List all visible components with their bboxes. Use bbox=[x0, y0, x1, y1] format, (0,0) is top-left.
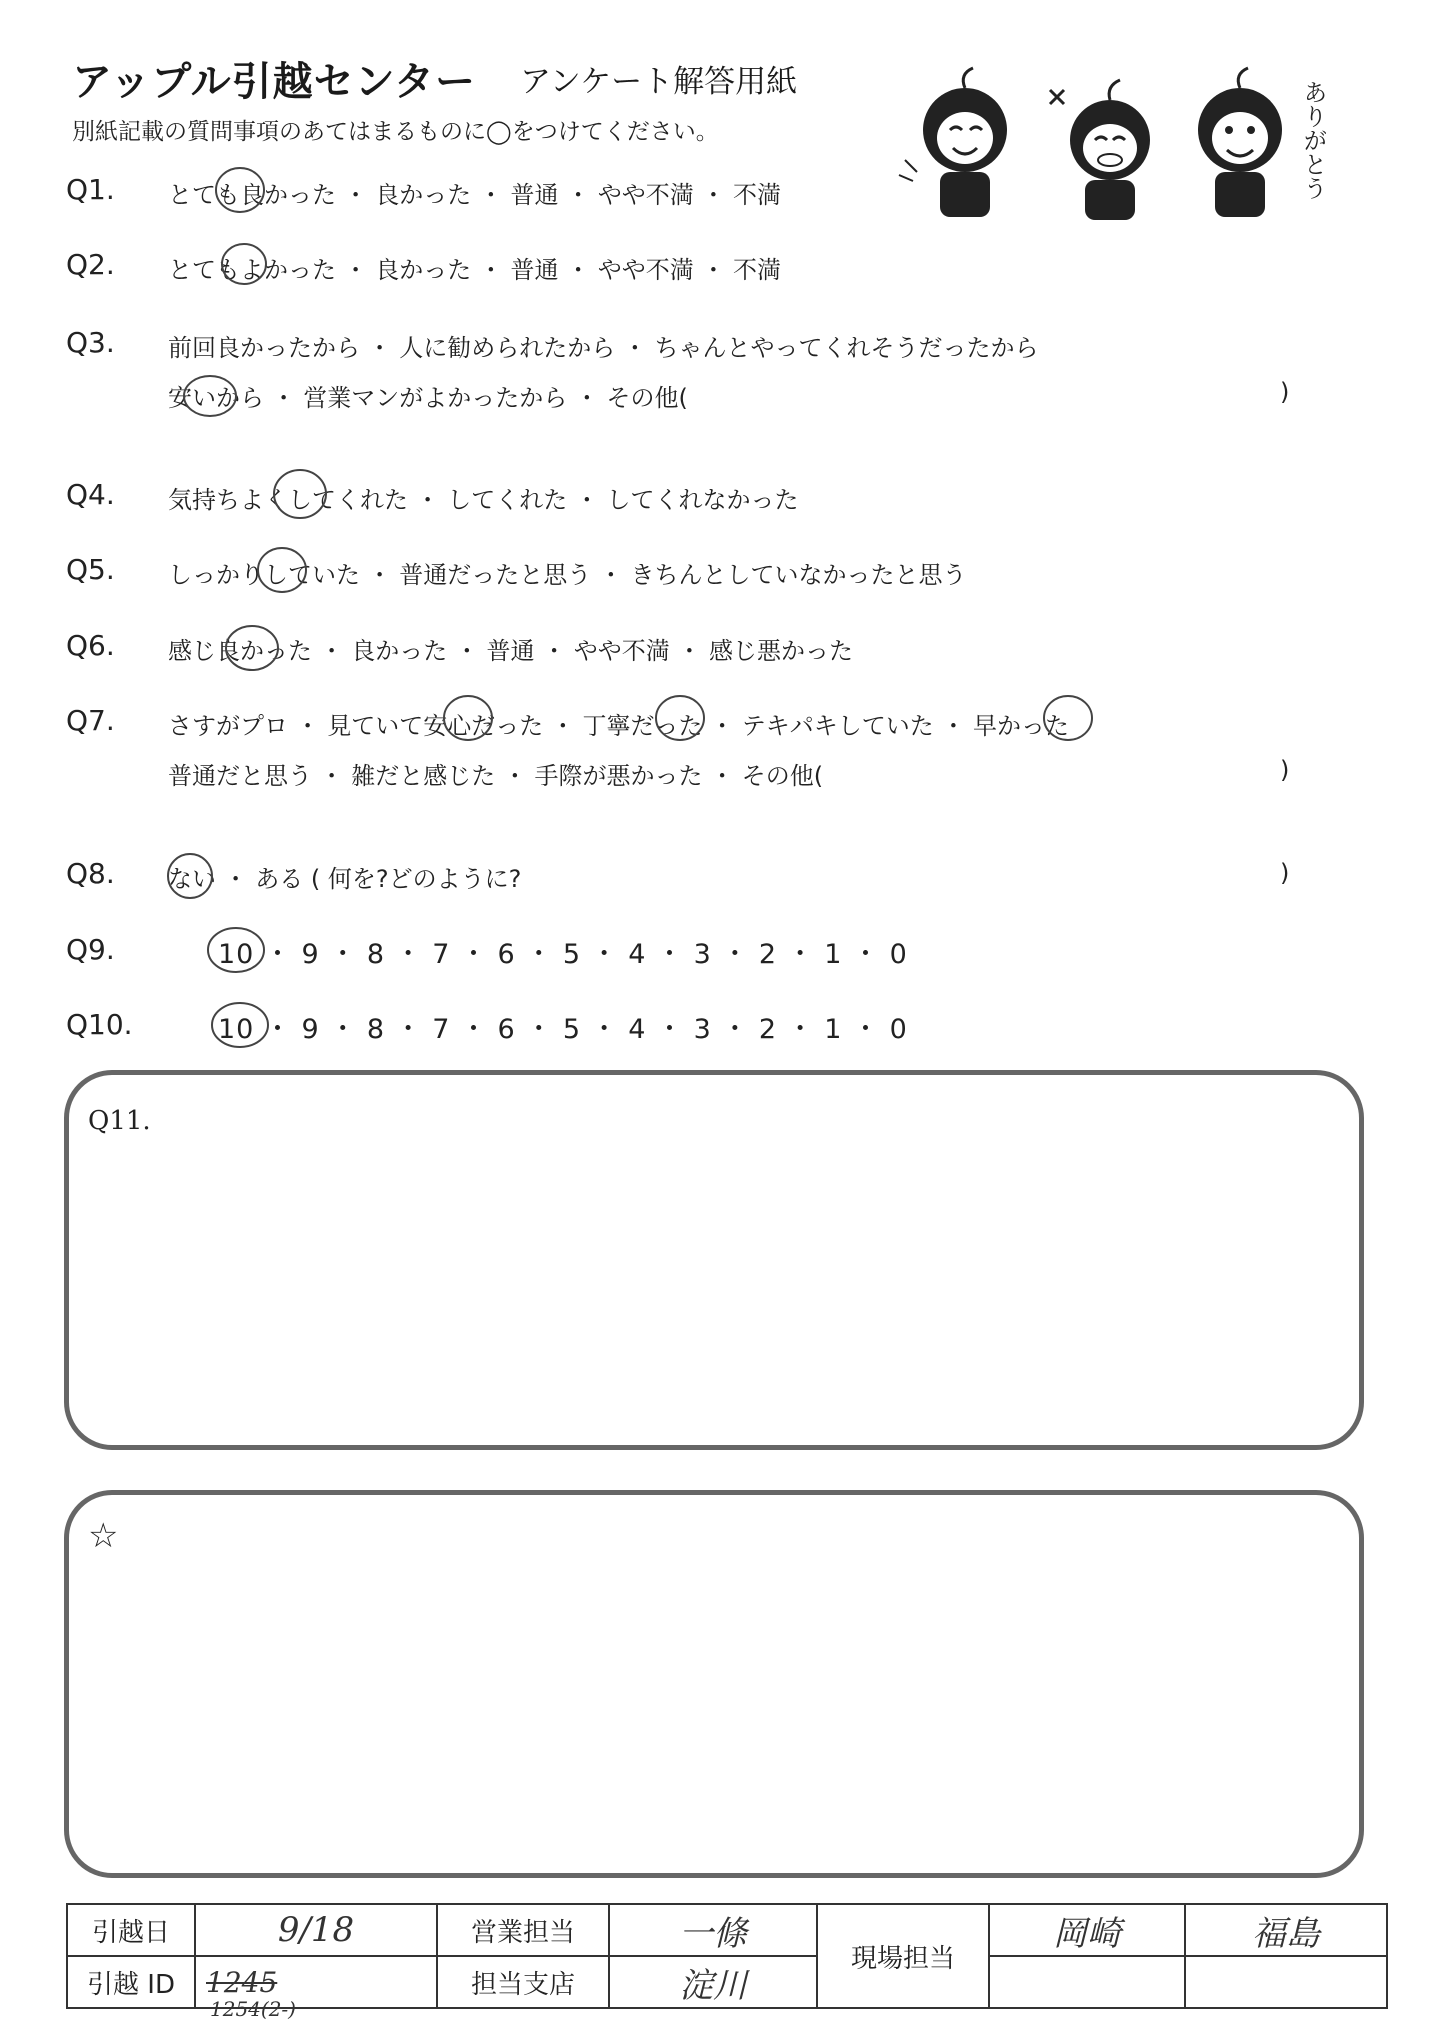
close-paren: ) bbox=[1280, 859, 1290, 887]
answer-options: ない ・ ある ( 何を?どのように? bbox=[168, 865, 522, 893]
question-label: Q9. bbox=[66, 933, 115, 966]
question-label: Q10. bbox=[66, 1008, 133, 1041]
branch-value: 淀川 bbox=[609, 1956, 817, 2008]
mascot-monkey-icon bbox=[899, 68, 1007, 217]
branch-label: 担当支店 bbox=[437, 1956, 609, 2008]
field-label: 現場担当 bbox=[817, 1904, 989, 2008]
question-label: Q1. bbox=[66, 173, 115, 206]
move-id-extra: 1254(2-) bbox=[210, 1997, 296, 2021]
question-label: Q2. bbox=[66, 248, 115, 281]
rating-scale: 10 ・ 9 ・ 8 ・ 7 ・ 6 ・ 5 ・ 4 ・ 3 ・ 2 ・ 1 ・ 0 bbox=[218, 1014, 908, 1045]
mascot-monkey-icon bbox=[1050, 80, 1150, 220]
close-paren: ) bbox=[1280, 378, 1290, 406]
sales-label: 営業担当 bbox=[437, 1904, 609, 1956]
mascot-illustration bbox=[895, 60, 1345, 230]
field-empty-cell-1 bbox=[989, 1956, 1185, 2008]
answer-options: 気持ちよくしてくれた ・ してくれた ・ してくれなかった bbox=[168, 486, 799, 514]
company-title: アップル引越センター bbox=[72, 59, 476, 105]
footer-table bbox=[66, 1903, 1388, 2009]
answer-options: 感じ良かった ・ 良かった ・ 普通 ・ やや不満 ・ 感じ悪かった bbox=[168, 637, 854, 665]
field-value-2: 福島 bbox=[1185, 1904, 1387, 1956]
field-value-1: 岡崎 bbox=[989, 1904, 1185, 1956]
star-comment-box[interactable] bbox=[64, 1490, 1364, 1878]
answer-options: しっかりしていた ・ 普通だったと思う ・ きちんとしていなかったと思う bbox=[168, 561, 967, 589]
answer-options: 普通だと思う ・ 雑だと感じた ・ 手際が悪かった ・ その他( bbox=[168, 762, 824, 790]
answer-options: さすがプロ ・ 見ていて安心だった ・ 丁寧だった ・ テキパキしていた ・ 早かった bbox=[168, 712, 1070, 740]
close-paren: ) bbox=[1280, 756, 1290, 784]
star-icon: ☆ bbox=[88, 1516, 119, 1556]
question-label: Q5. bbox=[66, 553, 115, 586]
move-date-value: 9/18 bbox=[195, 1904, 437, 1956]
answer-options: とても良かった ・ 良かった ・ 普通 ・ やや不満 ・ 不満 bbox=[168, 181, 782, 209]
rating-scale: 10 ・ 9 ・ 8 ・ 7 ・ 6 ・ 5 ・ 4 ・ 3 ・ 2 ・ 1 ・ 0 bbox=[218, 939, 908, 970]
thanks-text: ありがとう bbox=[1299, 80, 1327, 200]
answer-options: とてもよかった ・ 良かった ・ 普通 ・ やや不満 ・ 不満 bbox=[168, 256, 782, 284]
move-date-label: 引越日 bbox=[67, 1904, 195, 1956]
sales-value: 一條 bbox=[609, 1904, 817, 1956]
move-id-label: 引越 ID bbox=[67, 1956, 195, 2008]
field-empty-cell-2 bbox=[1185, 1956, 1387, 2008]
answer-options: 安いから ・ 営業マンがよかったから ・ その他( bbox=[168, 384, 688, 412]
move-id-value: 1245 bbox=[206, 1965, 278, 1999]
answer-options: 前回良かったから ・ 人に勧められたから ・ ちゃんとやってくれそうだったから bbox=[168, 334, 1039, 362]
instruction-text: 別紙記載の質問事項のあてはまるものに◯をつけてください。 bbox=[72, 119, 719, 145]
question-label: Q7. bbox=[66, 704, 115, 737]
question-label: Q6. bbox=[66, 629, 115, 662]
form-subtitle: アンケート解答用紙 bbox=[520, 64, 798, 100]
question-label: Q3. bbox=[66, 326, 115, 359]
mascot-monkey-icon bbox=[1198, 68, 1282, 217]
question-label: Q8. bbox=[66, 857, 115, 890]
question-label: Q4. bbox=[66, 478, 115, 511]
q11-comment-box[interactable] bbox=[64, 1070, 1364, 1450]
q11-label: Q11. bbox=[88, 1106, 151, 1136]
